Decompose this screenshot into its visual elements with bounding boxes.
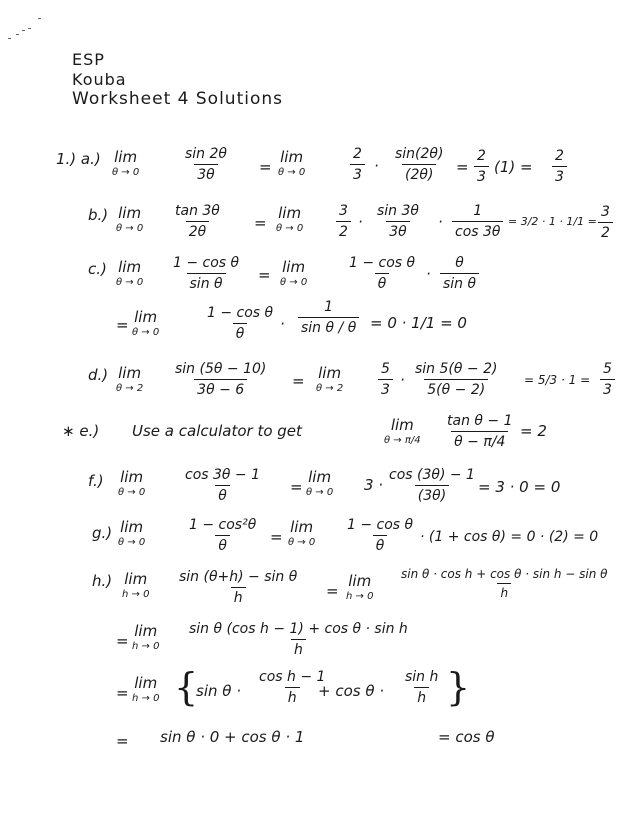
problem-1c-label: c.) (88, 260, 107, 278)
header-instructor: Kouba (72, 70, 127, 89)
text-1f-tail: = 3 · 0 = 0 (478, 478, 561, 496)
text-1b-tail: = 3/2 · 1 · 1/1 = (508, 215, 597, 228)
text-1g-tail: · (1 + cos θ) = 0 · (2) = 0 (420, 529, 599, 545)
limit-1d-2: lim θ → 2 (316, 364, 344, 394)
limit-1h-3: lim h → 0 (132, 622, 160, 652)
text-1h-sin: sin θ · (196, 682, 241, 700)
equals: = (116, 732, 129, 750)
scan-speck (16, 34, 19, 35)
text-1e: Use a calculator to get (132, 422, 302, 440)
fraction-1h-3: $\frac{\text{sin θ (cos h − 1) + cos θ · sin h}}{h}$ (189, 621, 408, 658)
fraction-1c-2: $\frac{\text{1 − cos θ}}{\theta}$ (349, 255, 416, 292)
fraction-1a-3: $\frac{\sin(2\theta)}{(2\theta)}$ (395, 146, 444, 183)
limit-1h: lim h → 0 (122, 570, 150, 600)
fraction-1a-5: $\frac{2}{3}$ (552, 149, 567, 184)
equals: = (116, 316, 129, 334)
fraction-1c-5: $\frac{1}{\text{sin θ / θ}}$ (298, 300, 359, 335)
fraction-1b-4: $\frac{1}{\cos 3\theta}$ (452, 204, 503, 239)
dot: · (280, 315, 285, 333)
equals: = (290, 478, 303, 496)
limit-1f-2: lim θ → 0 (306, 468, 334, 498)
limit-1b-2: lim θ → 0 (276, 204, 304, 234)
scan-speck (8, 38, 11, 39)
limit-1c: lim θ → 0 (116, 258, 144, 288)
limit-1h-4: lim h → 0 (132, 674, 160, 704)
equals: = (254, 214, 267, 232)
fraction-1f-2: $\frac{\cos (3\theta) - 1}{(3\theta)}$ (389, 467, 475, 504)
fraction-1a-2: $\frac{2}{3}$ (350, 147, 365, 182)
scan-speck (38, 18, 41, 19)
fraction-1g-1: $\frac{\text{1 − cos²θ}}{\theta}$ (189, 517, 257, 554)
limit-1d: lim θ → 2 (116, 364, 144, 394)
text-1h-final: = cos θ (438, 728, 495, 746)
limit-1h-2: lim h → 0 (346, 572, 374, 602)
fraction-1e-1: $\frac{\text{tan θ − 1}}{\theta - \pi/4}$ (447, 413, 513, 450)
dot: · (358, 213, 363, 231)
dot: · (400, 371, 405, 389)
scan-speck (22, 30, 25, 31)
problem-1a-label: 1.) a.) (56, 150, 101, 168)
limit-1f: lim θ → 0 (118, 468, 146, 498)
fraction-1d-3: $\frac{\sin 5(\theta - 2)}{5(\theta - 2)}$ (415, 361, 498, 398)
header-course: ESP (72, 50, 105, 69)
header-title: Worksheet 4 Solutions (72, 89, 283, 109)
problem-1g-label: g.) (92, 524, 113, 542)
limit-1a: lim θ → 0 (112, 148, 140, 178)
text-1h-cos: + cos θ · (318, 682, 385, 700)
equals: = (259, 158, 272, 176)
problem-1d-label: d.) (88, 366, 109, 384)
fraction-1h-5: $\frac{\text{sin h}}{h}$ (405, 669, 439, 706)
text-1e-tail: = 2 (520, 422, 547, 440)
fraction-1a-4: $\frac{2}{3}$ (474, 149, 489, 184)
limit-1c-2: lim θ → 0 (280, 258, 308, 288)
text-1a-tail: (1) = (494, 158, 533, 176)
text-1d-tail: = 5/3 · 1 = (524, 373, 591, 387)
fraction-1d-1: $\frac{\sin (5\theta - 10)}{3\theta - 6}$ (175, 361, 267, 398)
problem-1h-label: h.) (92, 572, 113, 590)
fraction-1g-2: $\frac{\text{1 − cos θ}}{\theta}$ (347, 517, 414, 554)
fraction-1h-4: $\frac{\text{cos h − 1}}{h}$ (259, 669, 326, 706)
equals: = (258, 266, 271, 284)
fraction-1f-1: $\frac{\cos 3\theta - 1}{\theta}$ (185, 467, 261, 504)
fraction-1b-3: $\frac{\sin 3\theta}{3\theta}$ (377, 203, 419, 240)
scan-speck (28, 28, 31, 29)
equals: = (292, 372, 305, 390)
fraction-1c-4: $\frac{\text{1 − cos θ}}{\theta}$ (207, 305, 274, 342)
fraction-1c-1: $\frac{\text{1 − cos θ}}{\text{sin θ}}$ (173, 255, 240, 292)
equals: = (326, 582, 339, 600)
equals: = (456, 158, 469, 176)
problem-1b-label: b.) (88, 206, 109, 224)
problem-1f-label: f.) (88, 472, 104, 490)
limit-1g-2: lim θ → 0 (288, 518, 316, 548)
fraction-1d-2: $\frac{5}{3}$ (378, 362, 393, 397)
left-brace: { (174, 665, 199, 709)
fraction-1h-2: $\frac{\text{sin θ · cos h + cos θ · sin h − sin θ}}{h}$ (401, 567, 608, 600)
fraction-1b-2: $\frac{3}{2}$ (336, 204, 351, 239)
limit-1b: lim θ → 0 (116, 204, 144, 234)
text-1c-tail: = 0 · 1/1 = 0 (370, 314, 467, 332)
right-brace: } (446, 665, 471, 709)
fraction-1b-5: $\frac{3}{2}$ (598, 205, 613, 240)
problem-1e-label: ∗ e.) (62, 422, 100, 440)
text-1f-coef: 3 · (364, 476, 384, 494)
limit-1g: lim θ → 0 (118, 518, 146, 548)
dot: · (438, 213, 443, 231)
dot: · (426, 265, 431, 283)
fraction-1a-1: $\frac{\sin 2\theta}{3\theta}$ (185, 146, 227, 183)
fraction-1b-1: $\frac{\tan 3\theta}{2\theta}$ (175, 203, 220, 240)
equals: = (116, 632, 129, 650)
limit-1a-2: lim θ → 0 (278, 148, 306, 178)
fraction-1h-1: $\frac{\text{sin (θ+h) − sin θ}}{h}$ (179, 569, 298, 606)
fraction-1c-3: $\frac{\theta}{\text{sin θ}}$ (440, 256, 479, 291)
limit-1c-3: lim θ → 0 (132, 308, 160, 338)
limit-1e: lim θ → π/4 (384, 416, 421, 446)
equals: = (270, 528, 283, 546)
dot: · (374, 157, 379, 175)
equals: = (116, 684, 129, 702)
text-1h-last: sin θ · 0 + cos θ · 1 (160, 728, 305, 746)
fraction-1d-4: $\frac{5}{3}$ (600, 362, 615, 397)
